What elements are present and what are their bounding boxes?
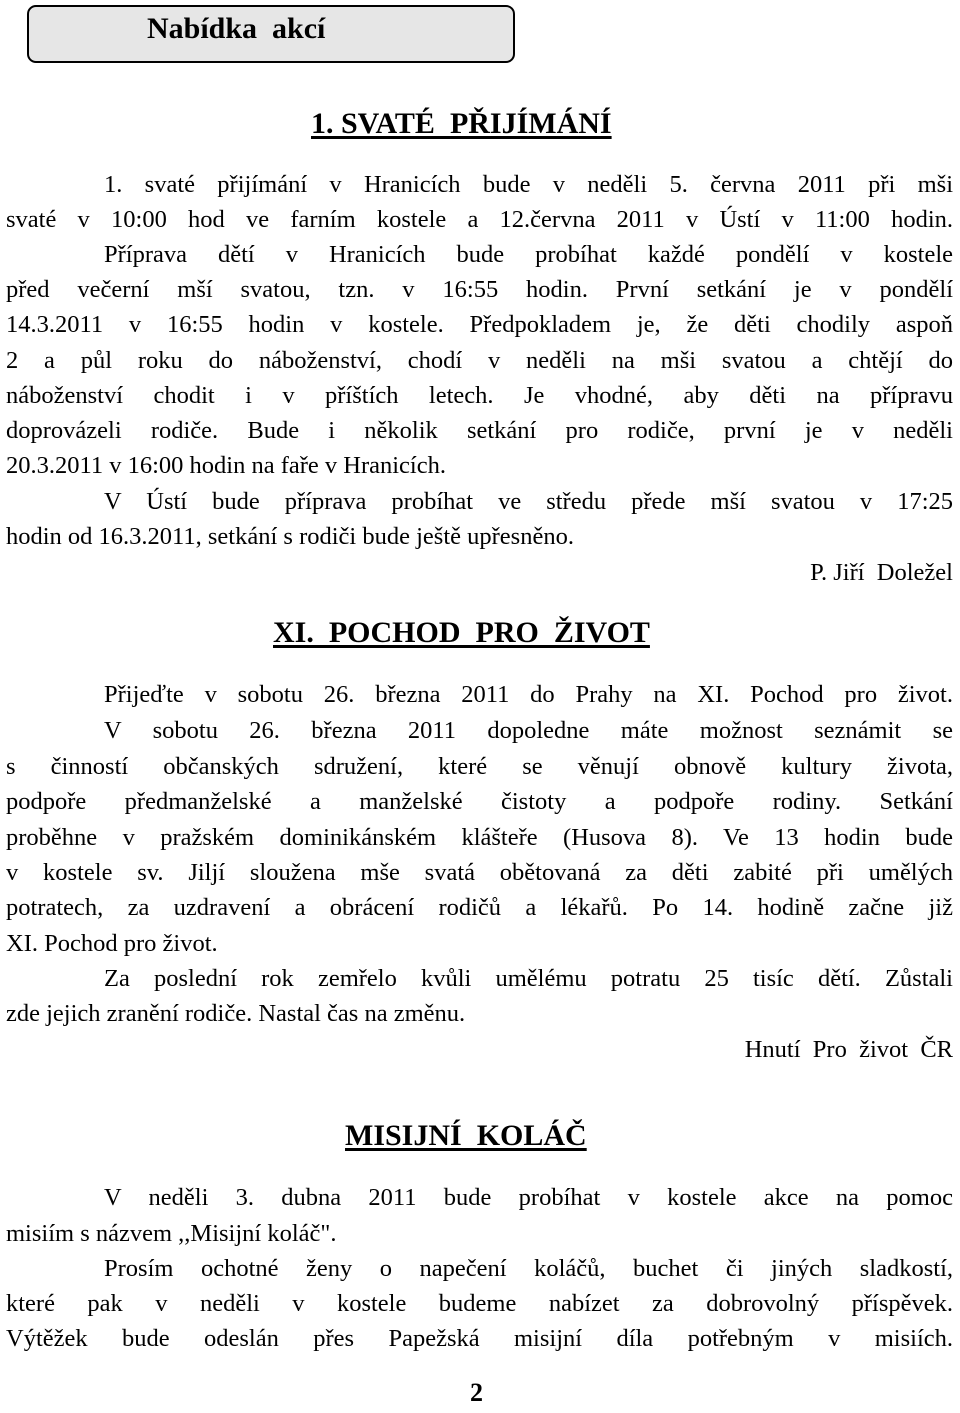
text-line: podpoře předmanželské a manželské čistoty a podpoře rodiny. Setkání	[6, 788, 953, 815]
section-heading-first-communion: 1. SVATÉ PŘIJÍMÁNÍ	[311, 107, 612, 140]
text-line: XI. Pochod pro život.	[6, 930, 218, 957]
text-line: V sobotu 26. března 2011 dopoledne máte možnost seznámit se	[104, 717, 953, 744]
section-heading-mission-cake: MISIJNÍ KOLÁČ	[345, 1119, 587, 1152]
signature-author: P. Jiří Doležel	[810, 559, 953, 586]
text-line: potratech, za uzdravení a obrácení rodičů a lékařů. Po 14. hodině začne již	[6, 894, 953, 921]
text-line: v kostele sv. Jiljí sloužena mše svatá obětovaná za děti zabité při umělých	[6, 859, 953, 886]
text-line: náboženství chodit i v příštích letech. Je vhodné, aby děti na přípravu	[6, 382, 953, 409]
text-line: svaté v 10:00 hod ve farním kostele a 12.června 2011 v Ústí v 11:00 hodin.	[6, 206, 953, 233]
text-line: V Ústí bude příprava probíhat ve středu přede mší svatou v 17:25	[104, 488, 953, 515]
text-line: doprovázeli rodiče. Bude i několik setkání pro rodiče, první je v neděli	[6, 417, 953, 444]
signature-organization: Hnutí Pro život ČR	[744, 1036, 953, 1063]
text-line: Výtěžek bude odeslán přes Papežská misijní díla potřebným v misiích.	[6, 1325, 953, 1352]
text-line: Příprava dětí v Hranicích bude probíhat každé pondělí v kostele	[104, 241, 953, 268]
text-line: hodin od 16.3.2011, setkání s rodiči bude ještě upřesněno.	[6, 523, 574, 550]
section-heading-march-for-life: XI. POCHOD PRO ŽIVOT	[273, 616, 650, 649]
text-line: 2 a půl roku do náboženství, chodí v neděli na mši svatou a chtějí do	[6, 347, 953, 374]
text-line: 20.3.2011 v 16:00 hodin na faře v Hranicích.	[6, 452, 446, 479]
text-line: zde jejich zranění rodiče. Nastal čas na změnu.	[6, 1000, 466, 1027]
text-line: které pak v neděli v kostele budeme nabízet za dobrovolný příspěvek.	[6, 1290, 953, 1317]
page-number: 2	[470, 1378, 483, 1407]
text-line: s činností občanských sdružení, které se věnují obnově kultury života,	[6, 753, 953, 780]
text-line: proběhne v pražském dominikánském klášteře (Husova 8). Ve 13 hodin bude	[6, 824, 953, 851]
header-title: Nabídka akcí	[147, 12, 326, 45]
text-line: 1. svaté přijímání v Hranicích bude v neděli 5. června 2011 při mši	[104, 171, 953, 198]
text-line: 14.3.2011 v 16:55 hodin v kostele. Předpokladem je, že děti chodily aspoň	[6, 311, 953, 338]
text-line: Přijeďte v sobotu 26. března 2011 do Prahy na XI. Pochod pro život.	[104, 681, 953, 708]
text-line: Prosím ochotné ženy o napečení koláčů, buchet či jiných sladkostí,	[104, 1255, 953, 1282]
text-line: před večerní mší svatou, tzn. v 16:55 hodin. První setkání je v pondělí	[6, 276, 953, 303]
text-line: Za poslední rok zemřelo kvůli umělému potratu 25 tisíc dětí. Zůstali	[104, 965, 953, 992]
text-line: misiím s názvem ,,Misijní koláč".	[6, 1220, 337, 1247]
text-line: V neděli 3. dubna 2011 bude probíhat v kostele akce na pomoc	[104, 1184, 953, 1211]
